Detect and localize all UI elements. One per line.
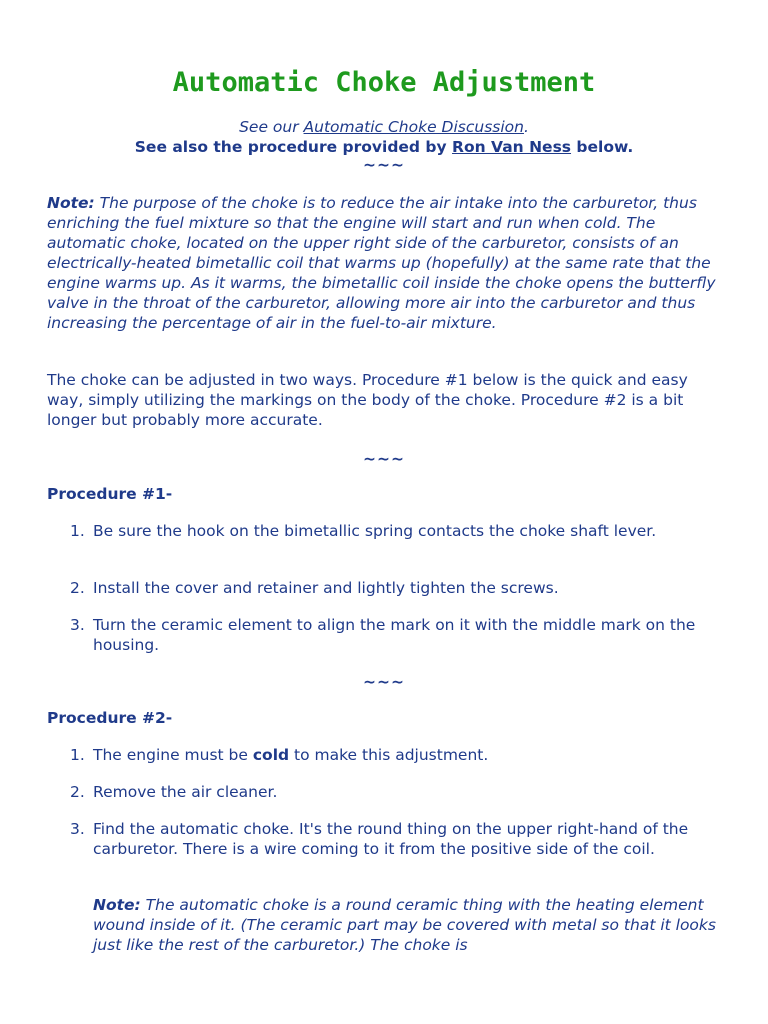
- intro-paragraph: The choke can be adjusted in two ways. Procedure #1 below is the quick and easy way, simply utilizing the markings on the body of the choke. Procedure #2 is a bit longer but probably more accurate.: [47, 371, 688, 429]
- note-text: The automatic choke is a round ceramic thing with the heating element wound inside of it. (The ceramic part may be covered with metal so that it looks just like the rest of the carburetor.) The choke is: [93, 896, 716, 954]
- see-also-suffix: below.: [571, 138, 634, 156]
- list-text: Remove the air cleaner.: [93, 783, 278, 801]
- discussion-link[interactable]: Automatic Choke Discussion: [303, 118, 524, 136]
- list-text: Find the automatic choke. It's the round thing on the upper right-hand of the carburetor. There is a wire coming to it from the positive side of the coil.: [93, 820, 689, 858]
- list-number: 2.: [70, 579, 85, 597]
- note-label: Note:: [47, 194, 95, 212]
- note-label: Note:: [93, 896, 141, 914]
- step-suffix: to make this adjustment.: [289, 746, 489, 764]
- choke-location-note: [93, 895, 733, 955]
- cold-emphasis: cold: [252, 746, 290, 764]
- separator: ~~~: [363, 450, 405, 468]
- list-number: 3.: [70, 616, 85, 634]
- list-text: Install the cover and retainer and lightly tighten the screws.: [93, 579, 559, 597]
- ron-van-ness-link[interactable]: Ron Van Ness: [452, 138, 572, 156]
- see-also-line: [0, 137, 768, 157]
- choke-note: [47, 193, 727, 333]
- see-our-suffix: .: [523, 118, 529, 136]
- list-text: [93, 745, 730, 765]
- list-number: 3.: [70, 820, 85, 838]
- procedure2-heading: Procedure #2-: [47, 709, 173, 727]
- list-number: 1.: [70, 746, 85, 764]
- page-title: Automatic Choke Adjustment: [172, 67, 596, 98]
- list-number: 2.: [70, 783, 85, 801]
- see-our-line: [0, 117, 768, 137]
- list-text: Turn the ceramic element to align the mark on it with the middle mark on the housing.: [93, 616, 696, 654]
- list-text: Be sure the hook on the bimetallic spring contacts the choke shaft lever.: [93, 522, 657, 540]
- list-item: [70, 521, 730, 541]
- list-number: 1.: [70, 522, 85, 540]
- separator: ~~~: [363, 673, 405, 691]
- see-also-prefix: See also the procedure provided by: [134, 138, 453, 156]
- list-item: [70, 819, 730, 859]
- see-our-prefix: See our: [239, 118, 304, 136]
- list-item: [70, 578, 730, 598]
- list-item: [70, 615, 730, 655]
- note-text: The purpose of the choke is to reduce the air intake into the carburetor, thus enriching the fuel mixture so that the engine will start and run when cold. The automatic choke, located on the upper right side of the carburetor, consists of an electrically-heated bimetallic coil that warms up (hopefully) at the same rate that the engine warms up. As it warms, the bimetallic coil inside the choke opens the butterfly valve in the throat of the carburetor, allowing more air into the carburetor and thus increasing the percentage of air in the fuel-to-air mixture.: [47, 194, 716, 332]
- procedure1-heading: Procedure #1-: [47, 485, 173, 503]
- list-item: [70, 745, 730, 765]
- list-item: [70, 782, 730, 802]
- step-prefix: The engine must be: [93, 746, 253, 764]
- separator: ~~~: [363, 156, 405, 174]
